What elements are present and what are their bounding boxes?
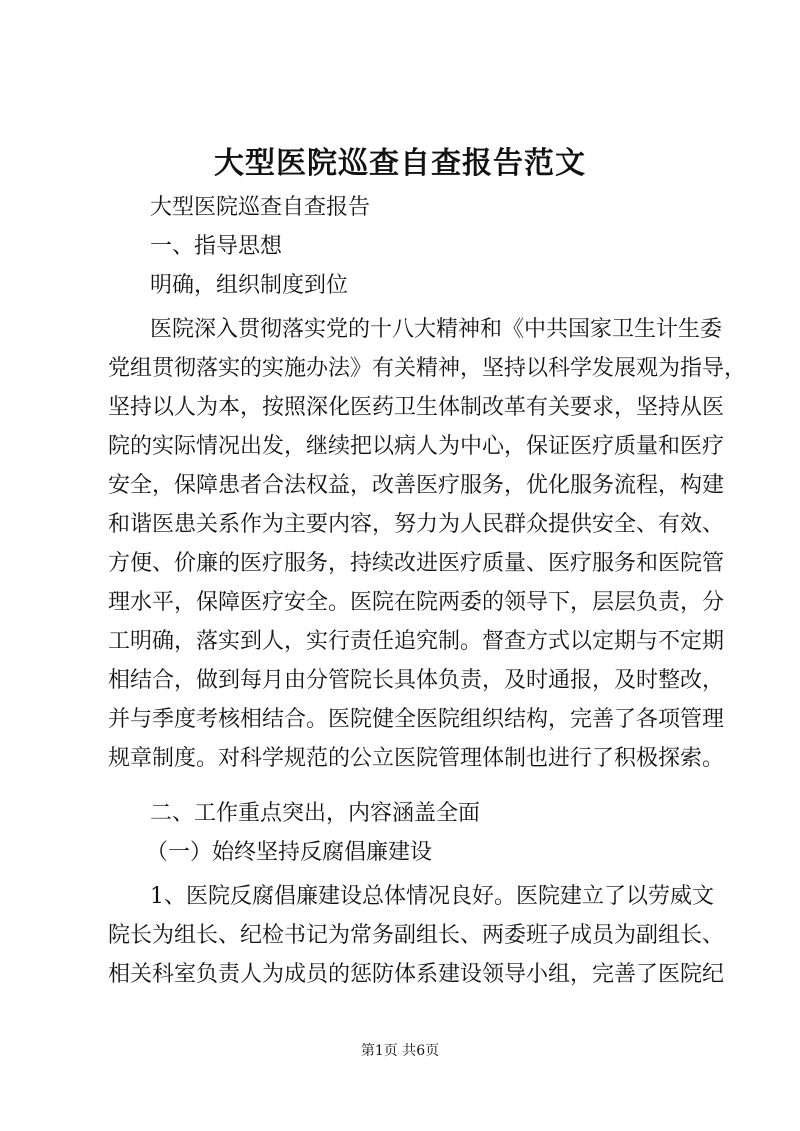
paragraph-line: 相关科室负责人为成员的惩防体系建设领导小组，完善了医院纪 <box>108 962 725 987</box>
subsection-heading: （一）始终坚持反腐倡廉建设 <box>146 840 433 865</box>
paragraph-line: 医院深入贯彻落实党的十八大精神和《中共国家卫生计生委 <box>150 317 723 342</box>
paragraph-line: 安全，保障患者合法权益，改善医疗服务，优化服务流程，构建 <box>108 473 725 498</box>
subheading-line: 明确，组织制度到位 <box>150 273 349 298</box>
paragraph-line: 院的实际情况出发，继续把以病人为中心，保证医疗质量和医疗 <box>108 434 725 459</box>
paragraph-line: 相结合，做到每月由分管院长具体负责，及时通报，及时整改， <box>108 668 725 693</box>
paragraph-line: 1、医院反腐倡廉建设总体情况良好。医院建立了以劳威文 <box>150 884 714 909</box>
section-heading-1: 一、指导思想 <box>150 234 283 259</box>
paragraph-line-subtitle: 大型医院巡查自查报告 <box>150 195 371 220</box>
page-footer: 第1页 共6页 <box>360 1043 440 1059</box>
document-title: 大型医院巡查自查报告范文 <box>214 146 586 181</box>
section-heading-2: 二、工作重点突出，内容涵盖全面 <box>150 801 481 826</box>
paragraph-line: 党组贯彻落实的实施办法》有关精神，坚持以科学发展观为指导， <box>108 356 747 381</box>
paragraph-line: 规章制度。对科学规范的公立医院管理体制也进行了积极探索。 <box>108 746 725 771</box>
paragraph-line: 并与季度考核相结合。医院健全医院组织结构，完善了各项管理 <box>108 707 725 732</box>
paragraph-line: 工明确，落实到人，实行责任追究制。督查方式以定期与不定期 <box>108 629 725 654</box>
paragraph-line: 院长为组长、纪检书记为常务副组长、两委班子成员为副组长、 <box>108 923 725 948</box>
paragraph-line: 坚持以人为本，按照深化医药卫生体制改革有关要求，坚持从医 <box>108 395 725 420</box>
paragraph-line: 和谐医患关系作为主要内容，努力为人民群众提供安全、有效、 <box>108 512 725 537</box>
paragraph-line: 方便、价廉的医疗服务，持续改进医疗质量、医疗服务和医院管 <box>108 551 725 576</box>
paragraph-line: 理水平，保障医疗安全。医院在院两委的领导下，层层负责，分 <box>108 590 725 615</box>
